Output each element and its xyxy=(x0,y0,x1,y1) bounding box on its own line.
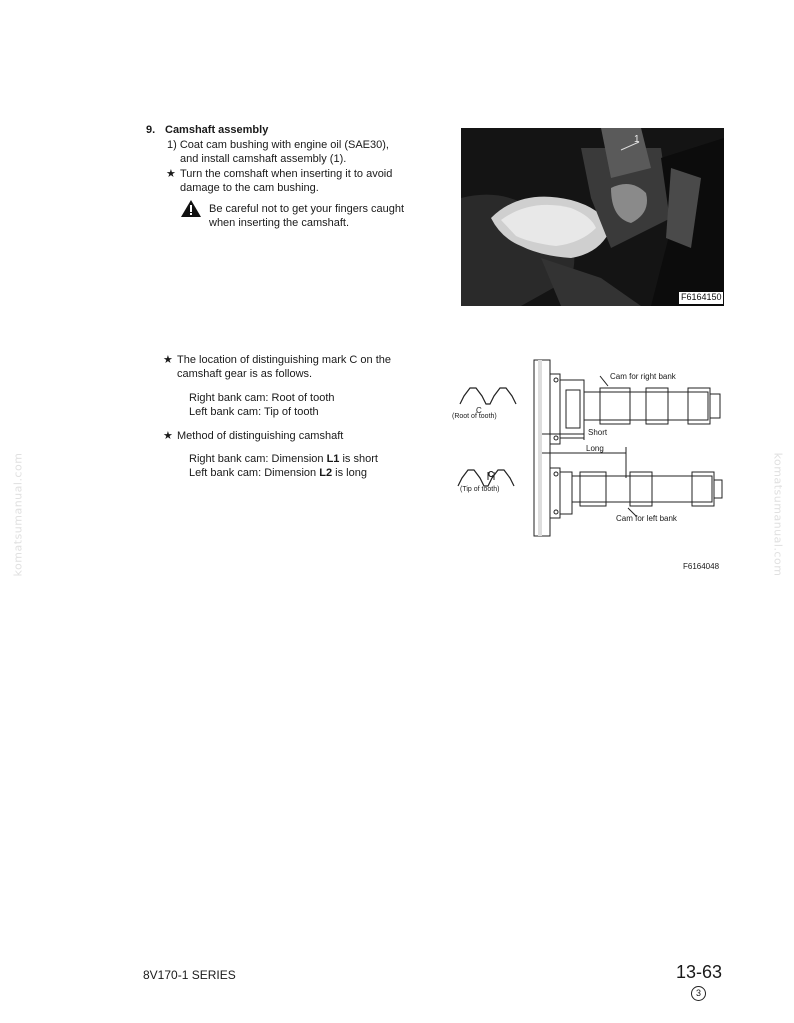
long-label: Long xyxy=(586,444,604,453)
photo-callout: 1 xyxy=(634,134,640,145)
warning-line-2: when inserting the camshaft. xyxy=(209,217,350,229)
root-of-tooth-label: (Root of tooth) xyxy=(452,413,497,420)
tip-c-label: C xyxy=(488,470,494,479)
left-bank-dim-key: L2 xyxy=(319,467,333,479)
page-number: 13-63 xyxy=(676,962,723,982)
star-icon: ★ xyxy=(163,430,173,442)
left-bank-dimension xyxy=(189,466,367,481)
short-label: Short xyxy=(588,428,608,437)
footer-series: 8V170-1 SERIES xyxy=(143,968,236,982)
star-icon: ★ xyxy=(166,168,176,180)
watermark-right: komatsumanual.com xyxy=(771,452,785,577)
step-1-line-1: 1) Coat cam bushing with engine oil (SAE30), xyxy=(167,139,389,151)
right-bank-tooth: Right bank cam: Root of tooth xyxy=(189,392,335,404)
star-note-1-line-2: damage to the cam bushing. xyxy=(180,182,319,194)
photo-code: F6164150 xyxy=(681,292,722,302)
right-bank-dim-prefix: Right bank cam: Dimension xyxy=(189,453,327,465)
mark-note-line-2: camshaft gear is as follows. xyxy=(177,368,313,380)
revision-number: 3 xyxy=(695,988,701,998)
mark-note-line-1: The location of distinguishing mark C on the xyxy=(177,354,392,366)
camshaft-photo xyxy=(461,128,724,306)
left-bank-dim-suffix: is long xyxy=(332,467,367,479)
cam-left-label: Cam for left bank xyxy=(616,514,677,523)
section-number: 9. xyxy=(146,124,156,136)
left-bank-tooth: Left bank cam: Tip of tooth xyxy=(189,406,319,418)
left-bank-dim-prefix: Left bank cam: Dimension xyxy=(189,467,320,479)
section-title: Camshaft assembly xyxy=(165,124,269,136)
star-note-1-line-1: Turn the comshaft when inserting it to avoid xyxy=(180,168,393,180)
warning-triangle-icon xyxy=(181,200,201,217)
warning-line-1: Be careful not to get your fingers caught xyxy=(209,203,405,215)
right-bank-dimension xyxy=(189,452,378,467)
revision-badge xyxy=(691,986,706,1001)
camshaft-diagram xyxy=(430,350,730,550)
tip-of-tooth-label: (Tip of tooth) xyxy=(460,486,500,493)
cam-right-label: Cam for right bank xyxy=(610,372,676,381)
watermark-left: komatsumanual.com xyxy=(11,452,25,577)
right-bank-dim-key: L1 xyxy=(326,453,340,465)
step-1-line-2: and install camshaft assembly (1). xyxy=(180,153,347,165)
right-bank-dim-suffix: is short xyxy=(339,453,378,465)
diagram-code: F6164048 xyxy=(683,562,720,571)
root-c-label: C xyxy=(476,406,482,415)
method-heading: Method of distinguishing camshaft xyxy=(177,430,344,442)
star-icon: ★ xyxy=(163,354,173,366)
